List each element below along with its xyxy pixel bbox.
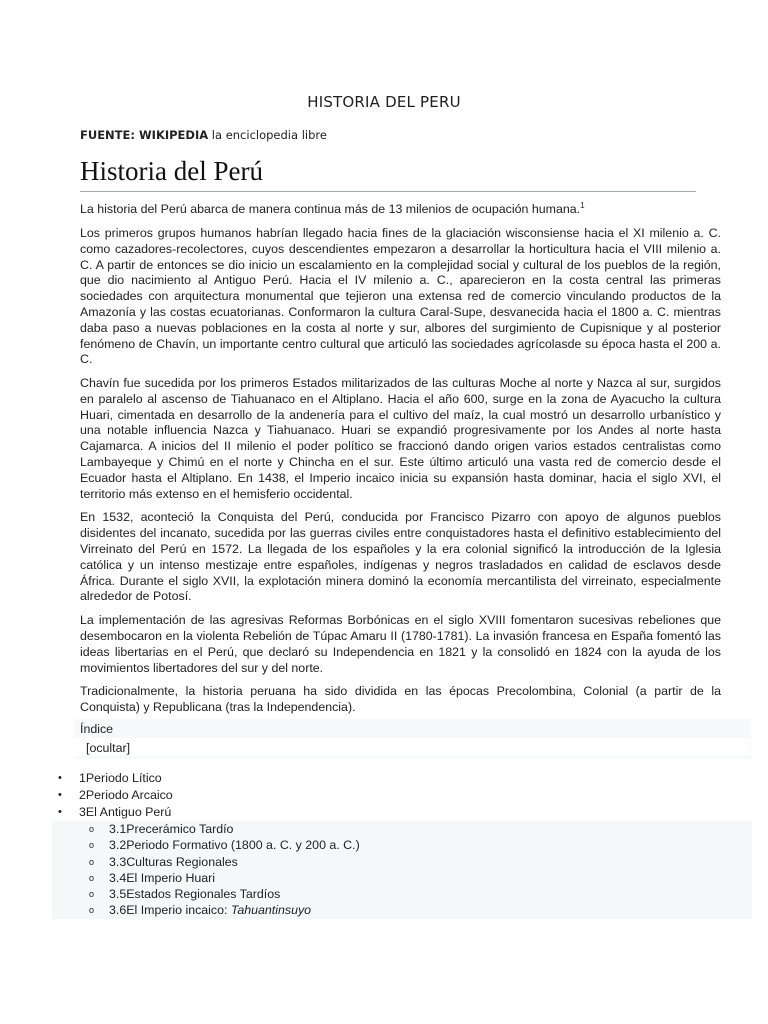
bullet-icon: •	[58, 789, 62, 801]
paragraph: La implementación de las agresivas Reformas Borbónicas en el siglo XVIII fomentaron sucesivas rebeliones que desembocaron en la violenta Rebelión de Túpac Amaru II (1780-1781). La invasión francesa en España fomentó las ideas libertarias en el Perú, que declaró su Independencia en 1821 y la consolidó en 1824 con la ayuda de los movimientos libertadores del sur y del norte.	[80, 613, 721, 675]
document-title: HISTORIA DEL PERU	[307, 93, 461, 111]
toc-subitem-label: El Imperio Huari	[126, 870, 216, 885]
toc-item-number: 1	[79, 771, 86, 785]
toc-subitem[interactable]	[52, 886, 752, 902]
toc-subitem-number: 3.2	[109, 838, 127, 853]
toc-sublist	[52, 821, 752, 919]
paragraph: En 1532, aconteció la Conquista del Perú, conducida por Francisco Pizarro con apoyo de algunos pueblos disidentes del incanato, sucedida por las guerras civiles entre conquistadores hasta el definitivo establecimiento del Virreinato del Perú en 1572. La llegada de los españoles y la era colonial significó la introducción de la Iglesia católica y un intenso mestizaje entre españoles, indígenas y negros trasladados en calidad de esclavos desde África. Durante el siglo XVII, la explotación minera dominó la economía mercantilista del virreinato, especialmente alrededor de Potosí.	[80, 510, 721, 604]
intro-paragraph	[80, 198, 721, 218]
toc-item[interactable]	[52, 804, 752, 821]
source-prefix: FUENTE: WIKIPEDIA	[80, 128, 209, 142]
sub-bullet-icon: o	[89, 824, 95, 834]
toc-subitem-label: Culturas Regionales	[126, 854, 238, 869]
toc-subitem-number: 3.3	[109, 854, 127, 869]
toc-subitem[interactable]	[52, 821, 752, 837]
bullet-icon: •	[58, 806, 62, 818]
toc-title: Índice	[80, 722, 114, 736]
toc-item-label: El Antiguo Perú	[85, 805, 172, 819]
toc-subitem-number: 3.6	[109, 903, 127, 918]
toc-subitem[interactable]	[52, 902, 752, 918]
toc-subitem-number: 3.4	[109, 870, 127, 885]
source-suffix: la enciclopedia libre	[208, 128, 327, 142]
toc-item-number: 3	[79, 805, 86, 819]
sub-bullet-icon: o	[89, 889, 95, 900]
toc-subitem-label: Estados Regionales Tardíos	[126, 887, 281, 902]
intro-text: La historia del Perú abarca de manera continua más de 13 milenios de ocupación humana.	[80, 202, 581, 217]
toc-subitem-number: 3.1	[109, 822, 127, 836]
toc-subitem-number: 3.5	[109, 887, 127, 902]
sub-bullet-icon: o	[89, 872, 95, 883]
toc-subitem[interactable]	[52, 854, 752, 870]
reference-marker[interactable]: 1	[580, 201, 585, 210]
toc-box	[74, 719, 751, 759]
toc-subitem-label: Precerámico Tardío	[126, 822, 234, 836]
toc-item-label: Periodo Lítico	[85, 771, 162, 785]
paragraph: Chavín fue sucedida por los primeros Estados militarizados de las culturas Moche al norte y Nazca al sur, surgidos en paralelo al ascenso de Tiahuanaco en el Altiplano. Hacia el año 600, surge en la zona de Ayacucho la cultura Huari, cimentada en desarrollo de la andenería para el cultivo del maíz, la cual mostró un desarrollo urbanístico y una notable influencia Nazca y Tiahuanaco. Huari se expandió progresivamente por los Andes al norte hasta Cajamarca. A inicios del II milenio el poder político se fraccionó dando origen varios estados centralistas como Lambayeque y Chimú en el norte y Chincha en el sur. Este último articuló una vasta red de comercio desde el Ecuador hasta el Altiplano. En 1438, el Imperio incaico inicia su expansión hasta dominar, hacia el siglo XVI, el territorio más extenso en el hemisferio occidental.	[80, 376, 721, 501]
toc-list	[52, 770, 752, 919]
source-line	[80, 128, 327, 142]
toc-subitem[interactable]	[52, 837, 752, 853]
sub-bullet-icon: o	[89, 840, 95, 851]
bullet-icon: •	[58, 772, 62, 784]
toc-item-label: Periodo Arcaico	[85, 788, 173, 802]
toc-toggle-link[interactable]: [ocultar]	[74, 738, 750, 756]
toc-subitem-label: Periodo Formativo (1800 a. C. y 200 a. C.)	[126, 838, 360, 853]
toc-subitem-label: El Imperio incaico:	[126, 903, 231, 918]
toc-item[interactable]	[52, 770, 752, 787]
paragraph: Los primeros grupos humanos habrían llegado hacia fines de la glaciación wisconsiense hacia el XI milenio a. C. como cazadores-recolectores, cuyos descendientes empezaron a desarrollar la horticultura hacia el VIII milenio a. C. A partir de entonces se dio inicio un escalamiento en la complejidad social y cultural de los pueblos de la región, que dio nacimiento al Antiguo Perú. Hacia el IV milenio a. C., aparecieron en la costa central las primeras sociedades con arquitectura monumental que tejieron una extensa red de comercio vinculando productos de la Amazonía y las costas ecuatorianas. Conformaron la cultura Caral-Supe, desvanecida hacia el 1800 a. C. mientras daba paso a nuevas poblaciones en la costa al norte y sur, albores del surgimiento de Cupisnique y al posterior fenómeno de Chavín, un importante centro cultural que articuló las sociedades agrícolasde su época hasta el 200 a. C.	[80, 225, 721, 367]
article-heading: Historia del Perú	[80, 154, 696, 192]
sub-bullet-icon: o	[89, 856, 95, 867]
toc-item-number: 2	[79, 788, 86, 802]
article-body	[80, 198, 721, 724]
sub-bullet-icon: o	[89, 905, 95, 916]
paragraph: Tradicionalmente, la historia peruana ha sido dividida en las épocas Precolombina, Colonial (a partir de la Conquista) y Republicana (tras la Independencia).	[80, 684, 721, 715]
toc-item[interactable]	[52, 787, 752, 804]
toc-subitem[interactable]	[52, 870, 752, 886]
toc-subitem-italic: Tahuantinsuyo	[230, 903, 312, 918]
